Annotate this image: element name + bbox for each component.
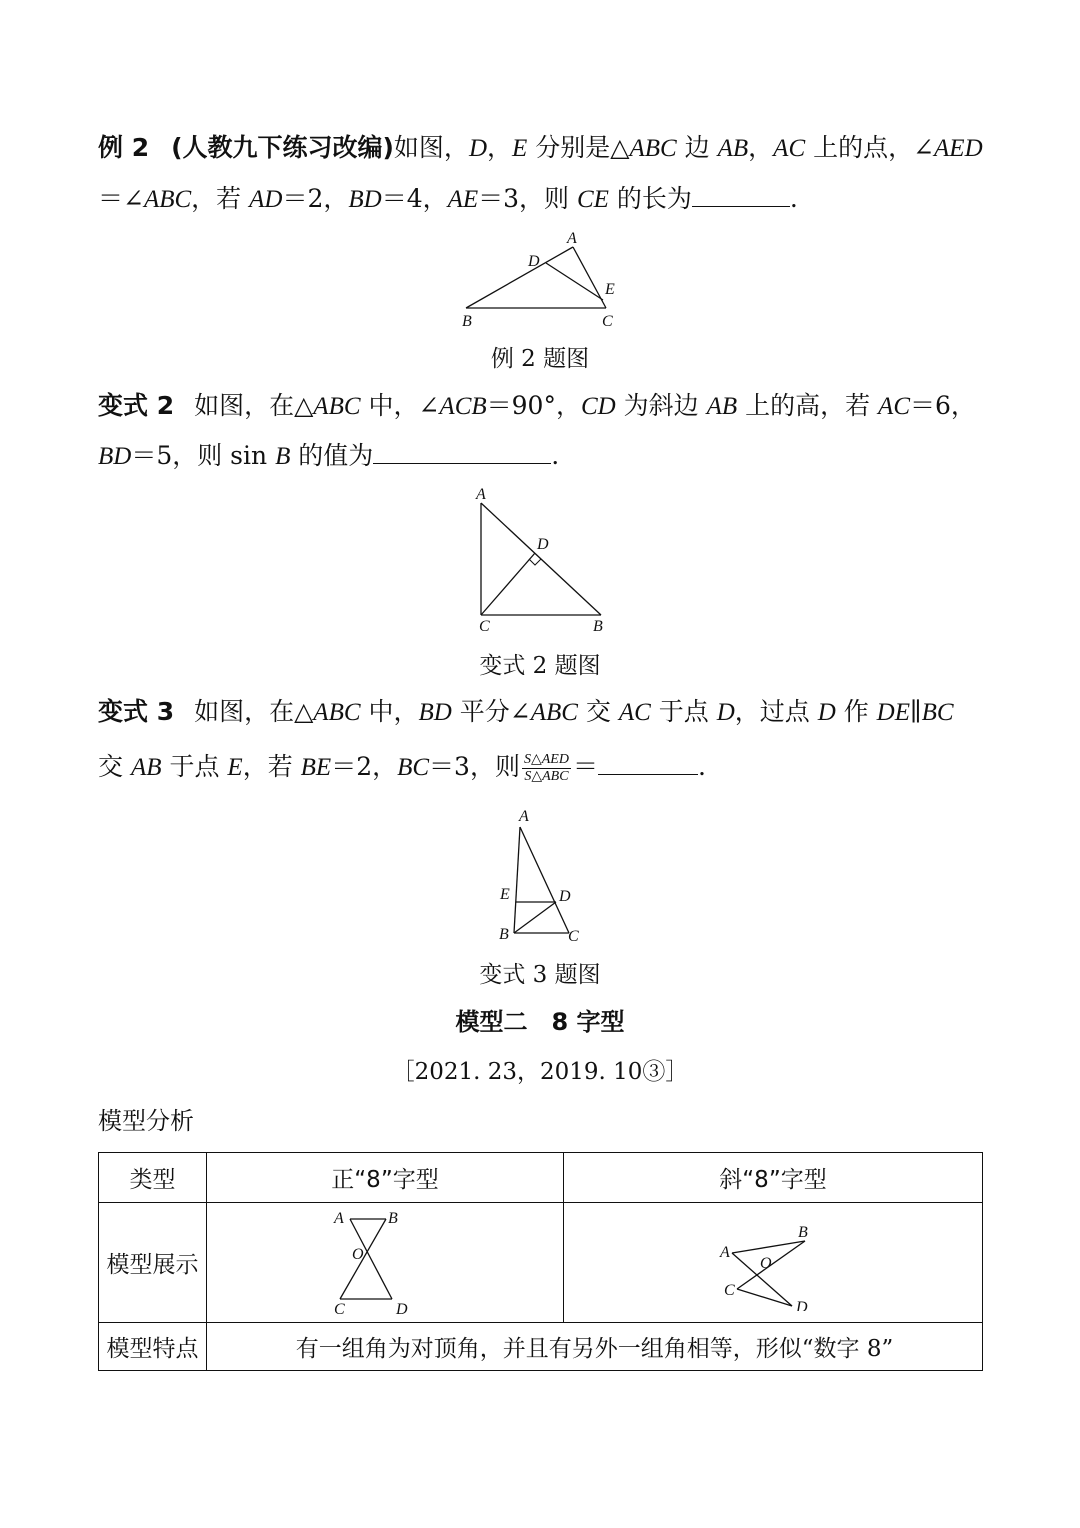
var: BD	[348, 186, 382, 213]
text: 作	[835, 697, 877, 726]
var: BC	[397, 754, 430, 781]
text: ，	[748, 133, 774, 162]
variant-2-caption: 变式 2 题图	[479, 653, 601, 679]
variant-3-figure	[492, 805, 592, 945]
upright-8-figure	[330, 1207, 440, 1319]
fraction-numerator: S△AED	[523, 752, 569, 767]
point-label-a: A	[476, 486, 486, 503]
point-label-o: O	[760, 1254, 772, 1272]
text: 分别是△	[527, 133, 630, 162]
table-row-features	[99, 1323, 983, 1371]
point-label-d: D	[528, 253, 540, 270]
text: ，若	[242, 752, 301, 781]
var: AB	[706, 393, 738, 420]
point-label-d: D	[796, 1298, 808, 1311]
var: D	[468, 135, 487, 162]
example-2-caption: 例 2 题图	[490, 346, 590, 372]
text: 交	[577, 697, 619, 726]
text: 的长为	[608, 184, 692, 213]
point-label-d: D	[537, 536, 549, 553]
text: 边	[676, 133, 718, 162]
var: CE	[577, 186, 609, 213]
var: DE	[876, 699, 910, 726]
table-header-row	[99, 1153, 983, 1203]
point-label-b: B	[462, 313, 472, 330]
var: ABC	[313, 393, 361, 420]
text: ，过点	[734, 697, 818, 726]
var: CD	[580, 393, 616, 420]
text: 上的高，若	[737, 391, 879, 420]
var: AC	[878, 393, 910, 420]
point-label-c: C	[724, 1281, 735, 1299]
area-ratio-fraction	[522, 752, 571, 785]
text: ＝3，则	[429, 752, 520, 781]
header-type: 类型	[99, 1153, 207, 1203]
text: ＝2，	[331, 752, 398, 781]
variant-3-line-2	[98, 748, 706, 786]
point-label-a: A	[567, 230, 577, 247]
var: D	[817, 699, 836, 726]
text: 上的点，∠	[805, 133, 935, 162]
answer-blank[interactable]	[598, 748, 698, 775]
var: ABC	[143, 186, 192, 213]
example-2-figure	[450, 228, 630, 332]
example-2-line-2	[98, 180, 798, 218]
text: ＝	[572, 752, 598, 781]
text: .	[697, 752, 706, 781]
point-label-b: B	[388, 1209, 398, 1227]
var: E	[227, 754, 243, 781]
var: AB	[717, 135, 749, 162]
section-title: 模型二 8 字型	[455, 1008, 625, 1036]
variant-3-caption: 变式 3 题图	[479, 962, 601, 988]
text: 如图，在△	[194, 697, 314, 726]
text: ＝5，则 sin	[131, 441, 276, 470]
example-source: (人教九下练习改编)	[171, 133, 394, 162]
analysis-heading: 模型分析	[98, 1107, 194, 1135]
table-row-display	[99, 1203, 983, 1323]
variant-2-line-1	[98, 388, 976, 425]
text: .	[789, 184, 798, 213]
text: 交	[98, 752, 131, 781]
point-label-c: C	[479, 618, 490, 635]
text: ＝6，	[910, 391, 976, 420]
variant-label: 变式 2	[98, 391, 175, 420]
variant-2-line-2	[98, 437, 559, 475]
var: B	[275, 443, 291, 470]
var: ABC	[629, 135, 677, 162]
header-upright-8: 正“8”字型	[207, 1153, 564, 1203]
var: BD	[98, 443, 132, 470]
var: BC	[921, 699, 954, 726]
point-label-a: A	[519, 808, 529, 825]
text: 中，∠	[360, 391, 440, 420]
text: ，若	[191, 184, 250, 213]
header-oblique-8: 斜“8”字型	[564, 1153, 983, 1203]
point-label-c: C	[334, 1300, 345, 1318]
cell-oblique-figure	[564, 1203, 983, 1323]
text: 为斜边	[615, 391, 707, 420]
var: AE	[447, 186, 479, 213]
variant-2-figure	[465, 483, 615, 635]
variant-label: 变式 3	[98, 697, 175, 726]
var: AED	[934, 135, 983, 162]
text: ＝3，则	[478, 184, 577, 213]
point-label-b: B	[499, 926, 509, 943]
text: 中，	[360, 697, 419, 726]
point-label-a: A	[720, 1243, 730, 1261]
features-text: 有一组角为对顶角，并且有另外一组角相等，形似“数字 8”	[207, 1323, 983, 1371]
model-table	[98, 1152, 983, 1371]
var: BD	[418, 699, 452, 726]
var: AC	[773, 135, 806, 162]
oblique-8-figure	[718, 1215, 828, 1311]
var: AD	[249, 186, 283, 213]
text: 于点	[650, 697, 717, 726]
point-label-d: D	[396, 1300, 408, 1318]
var: AB	[130, 754, 162, 781]
answer-blank[interactable]	[373, 437, 551, 464]
point-label-c: C	[568, 928, 579, 945]
text: ＝4，	[381, 184, 448, 213]
var: E	[512, 135, 528, 162]
var: ACB	[439, 393, 487, 420]
var: ABC	[313, 699, 361, 726]
text: ，	[487, 133, 513, 162]
point-label-c: C	[602, 313, 613, 330]
point-label-d: D	[559, 888, 571, 905]
text: 平分∠	[451, 697, 531, 726]
text: 的值为	[290, 441, 374, 470]
example-label: 例 2	[98, 133, 150, 162]
example-2-line-1	[98, 130, 983, 167]
point-label-e: E	[500, 886, 510, 903]
text: ＝90°，	[486, 391, 581, 420]
text: 如图，	[393, 133, 469, 162]
row-label-display: 模型展示	[99, 1203, 207, 1323]
text: 如图，在△	[194, 391, 314, 420]
point-label-a: A	[334, 1209, 344, 1227]
point-label-e: E	[605, 281, 615, 298]
point-label-b: B	[798, 1223, 808, 1241]
text: ＝∠	[98, 184, 144, 213]
row-label-features: 模型特点	[99, 1323, 207, 1371]
text: 于点	[161, 752, 228, 781]
text: ∥	[910, 697, 922, 726]
var: AC	[618, 699, 651, 726]
answer-blank[interactable]	[692, 180, 790, 207]
var: D	[716, 699, 735, 726]
text: .	[551, 441, 560, 470]
fraction-denominator: S△ABC	[524, 769, 569, 784]
exam-reference: ［2021. 23，2019. 10③］	[391, 1059, 689, 1085]
variant-3-line-1	[98, 694, 954, 731]
point-label-b: B	[593, 618, 603, 635]
cell-upright-figure	[207, 1203, 564, 1323]
text: ＝2，	[282, 184, 349, 213]
point-label-o: O	[352, 1245, 364, 1263]
var: BE	[300, 754, 332, 781]
var: ABC	[530, 699, 578, 726]
